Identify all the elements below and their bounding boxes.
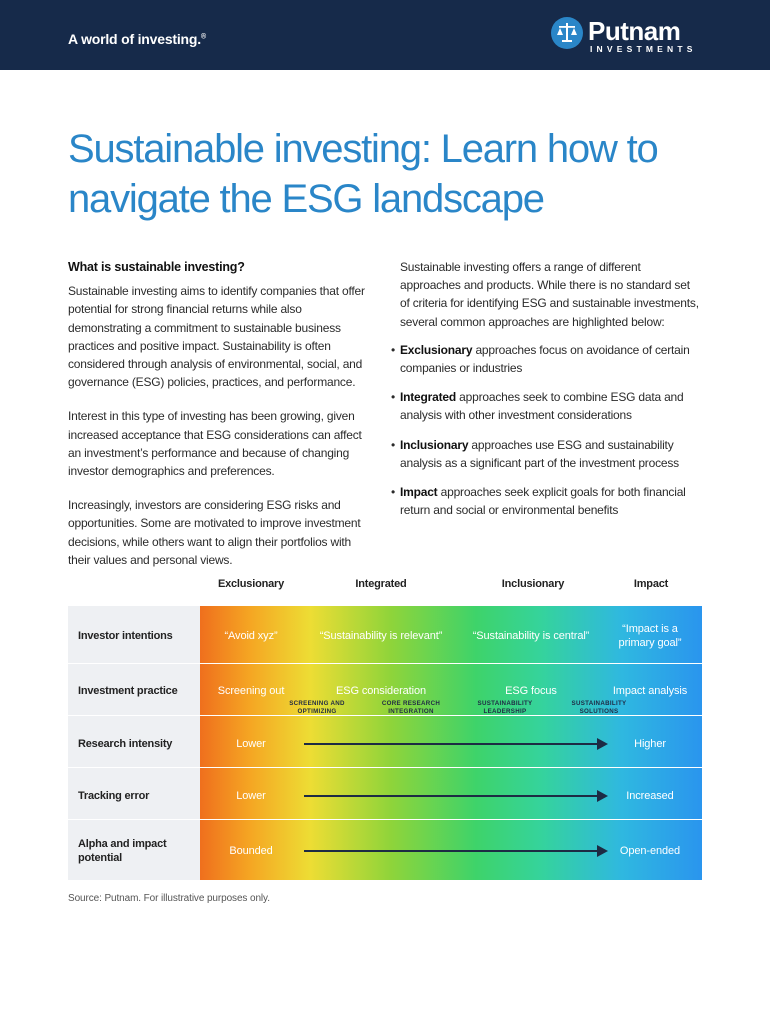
approaches-list — [391, 341, 691, 520]
brand-name: Putnam — [588, 16, 681, 46]
row-label-research-intensity: Research intensity — [78, 738, 173, 750]
row-label-tracking-error: Tracking error — [78, 790, 150, 802]
brand-sub: INVESTMENTS — [590, 44, 697, 54]
source-note: Source: Putnam. For illustrative purposes only. — [68, 893, 270, 904]
right-column — [391, 258, 700, 530]
cell-research-from: Lower — [236, 738, 266, 750]
sub-sustainability-solutions: SUSTAINABILITY SOLUTIONS — [571, 700, 627, 715]
arrow-right-icon — [304, 850, 606, 852]
row-divider — [68, 715, 702, 716]
intro-paragraph: Sustainable investing aims to identify companies that offer potential for strong financial returns while also demonstrating a commitment to sustainable business practices and positive impact. Sustainability is often considered through analysis of environmental, social, and governance (ESG) policies, practices, and performance. — [68, 284, 365, 390]
column-header-integrated: Integrated — [355, 578, 407, 590]
page-title: Sustainable investing: Learn how to navigate the ESG landscape — [68, 127, 658, 221]
putnam-logo[interactable] — [550, 16, 710, 58]
column-header-inclusionary: Inclusionary — [501, 578, 565, 590]
cell-research-to: Higher — [634, 738, 666, 750]
bullet-icon: • — [391, 390, 396, 405]
approaches-intro: Sustainable investing offers a range of different approaches and products. While there is no standard set of criteria for identifying ESG and sustainable investments, several common approaches are highlighted below: — [400, 260, 699, 329]
tagline: A world of investing.® — [68, 31, 206, 47]
row-divider — [68, 767, 702, 768]
list-item: • Inclusionary approaches use ESG and sustainability analysis as a significant part of the investment process — [391, 437, 679, 470]
bullet-icon: • — [391, 342, 396, 357]
row-divider — [68, 663, 702, 664]
column-header-impact: Impact — [633, 578, 669, 590]
interest-paragraph: Interest in this type of investing has been growing, given increased acceptance that ESG considerations can affect an investment’s performance and because of changing investor demographics and preferences. — [68, 409, 362, 479]
scales-of-justice-icon — [550, 16, 584, 50]
arrow-right-icon — [304, 795, 606, 797]
header-bar — [0, 0, 770, 70]
list-item: • Exclusionary approaches focus on avoidance of certain companies or industries — [391, 342, 690, 376]
cell-avoid: “Avoid xyz” — [224, 630, 278, 642]
row-label-alpha-impact: Alpha and impact potential — [78, 838, 167, 864]
cell-impact-analysis: Impact analysis — [612, 685, 688, 697]
list-item: • Impact approaches seek explicit goals for both financial return and social or environmental benefits — [391, 485, 686, 518]
sub-screening-optimizing: SCREENING AND OPTIMIZING — [289, 700, 345, 715]
left-column — [68, 258, 368, 585]
list-item: • Integrated approaches seek to combine ESG data and analysis with other investment considerations — [391, 390, 684, 423]
cell-impact-goal: “Impact is a primary goal” — [618, 623, 682, 649]
section-heading: What is sustainable investing? — [68, 260, 245, 274]
cell-screening-out: Screening out — [217, 685, 285, 697]
cell-central: “Sustainability is central” — [472, 630, 590, 642]
row-label-investor-intentions: Investor intentions — [78, 630, 173, 642]
considerations-paragraph: Increasingly, investors are considering ESG risks and opportunities. Some are motivated to improve investment decisions, while others want to align their portfolios with their values and personal views. — [68, 498, 361, 567]
cell-alpha-to: Open-ended — [619, 845, 681, 857]
sub-sustainability-leadership: SUSTAINABILITY LEADERSHIP — [477, 700, 533, 715]
cell-tracking-to: Increased — [626, 790, 674, 802]
column-header-exclusionary: Exclusionary — [217, 578, 285, 590]
bullet-icon: • — [391, 437, 396, 452]
sub-core-research: CORE RESEARCH INTEGRATION — [381, 700, 441, 715]
bullet-icon: • — [391, 485, 396, 500]
cell-alpha-from: Bounded — [229, 845, 273, 857]
row-divider — [68, 819, 702, 820]
cell-relevant: “Sustainability is relevant” — [319, 630, 443, 642]
cell-tracking-from: Lower — [236, 790, 266, 802]
cell-esg-consideration: ESG consideration — [335, 685, 427, 697]
cell-esg-focus: ESG focus — [505, 685, 557, 697]
row-label-investment-practice: Investment practice — [78, 685, 178, 697]
arrow-right-icon — [304, 743, 606, 745]
